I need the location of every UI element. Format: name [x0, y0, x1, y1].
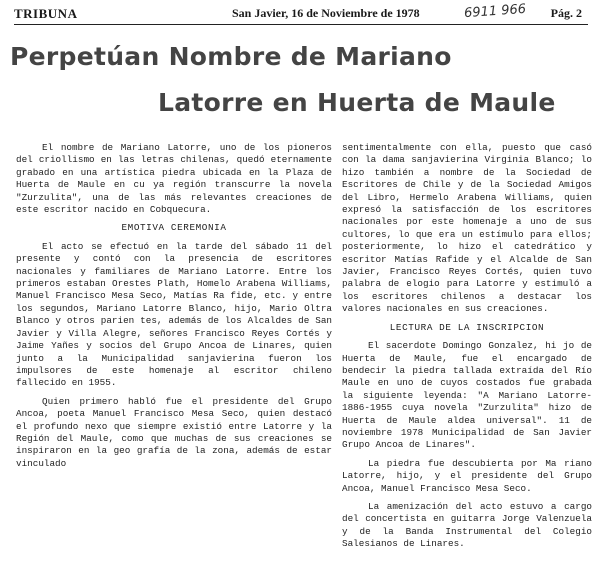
paragraph: El nombre de Mariano Latorre, uno de los pioneros del criollismo en las letras chilenas, quedó eternamente grabado en una artística piedra ubicada en la Plaza de Huerta de Maule en cu ya región transcurre la novela "Zurzulita", una de las más relevantes creaciones de este escritor nacido en Cobquecura.: [16, 142, 332, 216]
article-column-left: [16, 142, 332, 476]
masthead: [14, 1, 588, 24]
paragraph: El acto se efectuó en la tarde del sábado 11 del presente y contó con la presencia de escritores nacionales y familiares de Mariano Latorre. Entre los primeros estaban Orestes Plath, Homelo Arabena Williams, Manuel Francisco Mesa Seco, Matías Ra fide, etc. y entre los segundos, Mariano Latorre Blanco, hijo, Mario Oltra Blanco y otros parien tes, además de los Alcaldes de San Javier y Villa Alegre, señores Francisco Reyes Cortés y Jaime Yañes y socios del Grupo Ancoa de Linares, quien junto a la Municipalidad sanjavierina fueron los impulsores de este homenaje al escritor chileno fallecido en 1955.: [16, 240, 332, 389]
handwritten-annotation: 6911 966: [463, 1, 527, 22]
section-subhead: LECTURA DE LA INSCRIPCION: [389, 321, 545, 333]
newspaper-name: TRIBUNA: [14, 6, 78, 21]
masthead-rule: [14, 24, 588, 25]
place-date: San Javier, 16 de Noviembre de 1978: [232, 6, 420, 20]
headline-line-2: Latorre en Huerta de Maule: [158, 88, 556, 117]
paragraph: sentimentalmente con ella, puesto que casó con la dama sanjavierina Virginia Blanco; lo hizo también a nombre de la Sociedad de Escritores de Chile y de la Sociedad Amigos del Libro, Hermelo Arabena Williams, quien expresó la satisfacción de los escritores nacionales por este homenaje a uno de sus cultores, lo que era un estímulo para ellos; posteriormente, lo hizo el catedrático y escritor Matías Rafide y el Alcalde de San Javier, Francisco Reyes Cortés, quien tuvo palabra de elogio para Latorre y estimuló a los escritores chilenos a destacar los valores nacionales en sus creaciones.: [342, 142, 592, 315]
page-number: Pág. 2: [550, 6, 582, 20]
headline-line-1: Perpetúan Nombre de Mariano: [10, 42, 452, 71]
paragraph: La piedra fue descubierta por Ma riano Latorre, hijo, y el presidente del Grupo Ancoa, Manuel Francisco Mesa Seco.: [342, 457, 592, 494]
paragraph: El sacerdote Domingo Gonzalez, hi jo de Huerta de Maule, fue el encargado de bendecir la piedra tallada extraída del Río Maule en uno de cuyos costados fue grabada la siguiente leyenda: "A Mariano Latorre-1886-1955 cuya novela "Zurzulita" hizo de Huerta de Maule aldea universal". 11 de noviembre 1978 Municipalidad de San Javier Grupo Ancoa de Linares".: [342, 340, 592, 451]
paragraph: Quien primero habló fue el presidente del Grupo Ancoa, poeta Manuel Francisco Mesa Seco, quien destacó el profundo nexo que siempre existió entre Latorre y la Región del Maule, como que muchas de sus creaciones se inspiraron en la geo grafía de la zona, además de estar vinculado: [16, 395, 332, 469]
paragraph: La amenización del acto estuvo a cargo del concertista en guitarra Jorge Valenzuela y de la Banda Instrumental del Colegio Salesianos de Linares.: [342, 500, 592, 550]
article-column-right: [342, 142, 592, 557]
section-subhead: EMOTIVA CEREMONIA: [121, 222, 227, 234]
